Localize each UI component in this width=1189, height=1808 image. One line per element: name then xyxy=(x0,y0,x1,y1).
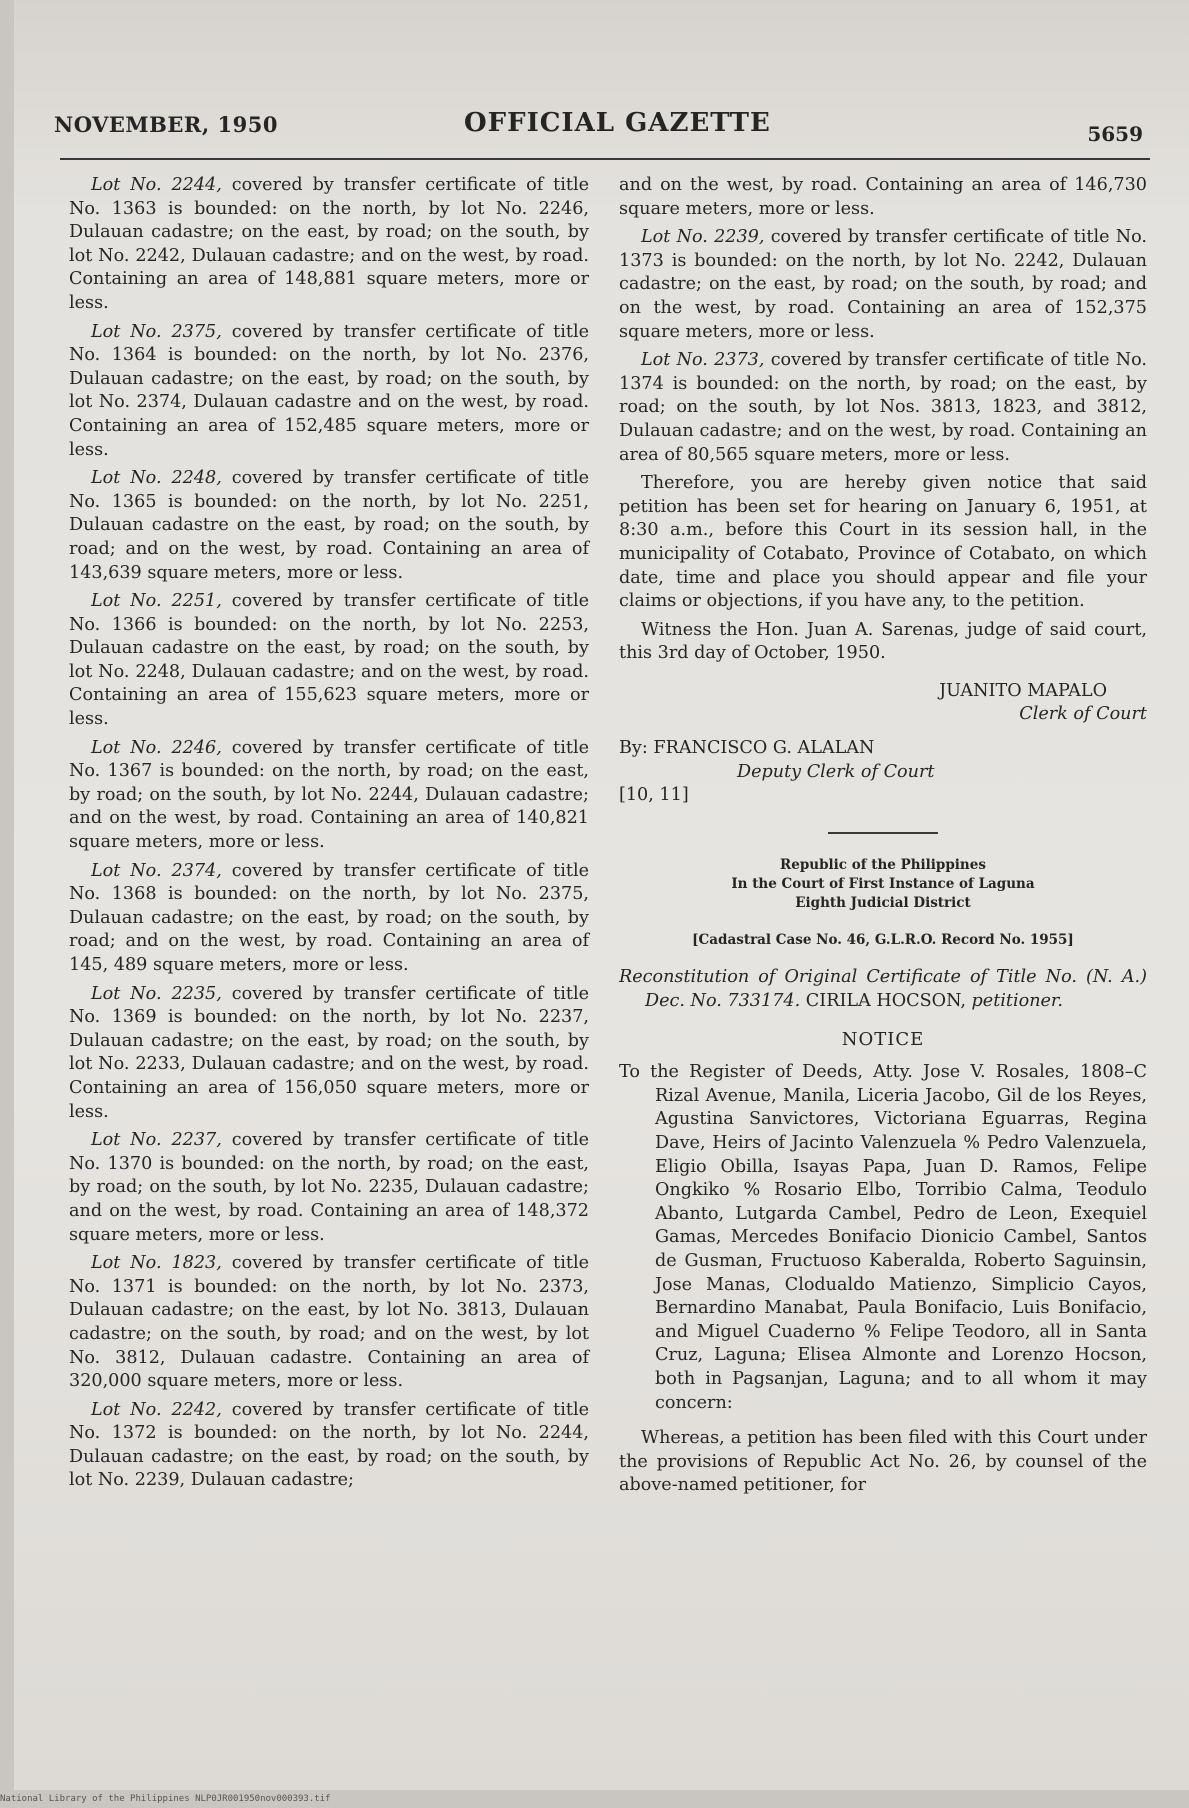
lot-paragraph xyxy=(69,174,589,316)
clerk-title: Clerk of Court xyxy=(1019,704,1147,725)
lot-number: Lot No. 2237, xyxy=(91,1130,222,1151)
lot-description: covered by transfer certificate of title No. 1369 is bounded: on the north, by lot No. 2237, Dulauan cadastre; on the east, by road; on the south, by lot No. 2233, Dulauan cadastre; and on the west, by road. Containing an area of 156,050 square meters, more or less. xyxy=(69,983,589,1122)
lot-paragraph xyxy=(69,860,589,978)
lot-paragraph xyxy=(69,1399,589,1493)
lot-description: covered by transfer certificate of title No. 1374 is bounded: on the north, by road; on the east, by road; on the south, by lot Nos. 3813, 1823, and 3812, Dulauan cadastre; and on the west, by road. Containing an area of 80,565 square meters, more or less. xyxy=(619,350,1147,465)
lot-description: covered by transfer certificate of title No. 1371 is bounded: on the north, by lot No. 2373, Dulauan cadastre; on the east, by lot No. 3813, Dulauan cadastre; on the south, by road; and on the west, by lot No. 3812, Dulauan cadastre. Containing an area of 320,000 square meters, more or less. xyxy=(69,1253,589,1392)
lot-number: Lot No. 2242, xyxy=(91,1399,222,1420)
lot-description: covered by transfer certificate of title No. 1364 is bounded: on the north, by lot No. 2376, Dulauan cadastre; on the east, by road; on the south, by lot No. 2374, Dulauan cadastre and on the west, by road. Containing an area of 152,485 square meters, more or less. xyxy=(69,321,589,460)
lot-description: covered by transfer certificate of title No. 1365 is bounded: on the north, by lot No. 2251, Dulauan cadastre on the east, by road; on the south, by road; and on the west, by road. Containing an area of 143,639 square meters, more or less. xyxy=(69,468,589,583)
lot-description: covered by transfer certificate of title No. 1372 is bounded: on the north, by lot No. 2244, Dulauan cadastre; on the east, by road; on the south, by lot No. 2239, Dulauan cadastre; xyxy=(69,1399,589,1491)
lot-number: Lot No. 2244, xyxy=(91,175,222,195)
lot-number: Lot No. 1823, xyxy=(91,1253,222,1274)
header-date: NOVEMBER, 1950 xyxy=(54,112,278,137)
lot-description: covered by transfer certificate of title No. 1366 is bounded: on the north, by lot No. 2253, Dulauan cadastre on the east, by road; on the south, by lot No. 2248, Dulauan cadastre; and on the west, by road. Containing an area of 155,623 square meters, more or less. xyxy=(69,591,589,730)
right-column xyxy=(619,174,1147,1503)
lot-paragraph xyxy=(69,321,589,463)
issue-reference: [10, 11] xyxy=(619,785,689,806)
section-divider xyxy=(828,832,938,834)
by-label: By: xyxy=(619,738,648,759)
lot-number: Lot No. 2375, xyxy=(91,321,222,342)
clerk-signature xyxy=(619,680,1147,727)
reconstitution-title xyxy=(619,966,1147,1013)
lot-description: covered by transfer certificate of title No. 1363 is bounded: on the north, by lot No. 2246, Dulauan cadastre; on the east, by road; on the south, by lot No. 2242, Dulauan cadastre; and on the west, by road. Containing an area of 148,881 square meters, more or less. xyxy=(69,175,589,313)
lot-paragraph xyxy=(69,737,589,855)
lot-number: Lot No. 2374, xyxy=(91,860,222,881)
lot-paragraph xyxy=(69,1252,589,1394)
lot-description: covered by transfer certificate of title No. 1367 is bounded: on the north, by road; on the east, by road; on the south, by lot No. 2244, Dulauan cadastre; and on the west, by road. Containing an area of 140,821 square meters, more or less. xyxy=(69,737,589,853)
lot-number: Lot No. 2248, xyxy=(91,468,222,489)
gazette-page xyxy=(14,0,1189,1790)
lot-description: covered by transfer certificate of title No. 1368 is bounded: on the north, by lot No. 2375, Dulauan cadastre; on the east, by road; on the south, by road; and on the west, by road. Containing an area of 145, 489 square meters, more or less. xyxy=(69,860,589,975)
scan-footer: National Library of the Philippines NLP0JR001950nov000393.tif xyxy=(0,1794,331,1804)
continued-paragraph: and on the west, by road. Containing an area of 146,730 square meters, more or less. xyxy=(619,175,1147,219)
lot-paragraph xyxy=(69,983,589,1125)
caption-republic: Republic of the Philippines xyxy=(780,856,986,873)
lot-paragraph xyxy=(69,1129,589,1247)
deputy-signature xyxy=(619,737,1147,808)
petitioner-name: CIRILA HOCSON, xyxy=(805,991,966,1012)
lot-description: covered by transfer certificate of title No. 1370 is bounded: on the north, by road; on the east, by road; on the south, by lot No. 2235, Dulauan cadastre; and on the west, by road. Containing an area of 148,372 square meters, more or less. xyxy=(69,1130,589,1245)
caption-district: Eighth Judicial District xyxy=(795,894,971,911)
witness-paragraph: Witness the Hon. Juan A. Sarenas, judge of said court, this 3rd day of October, 1950. xyxy=(619,619,1147,664)
deputy-title: Deputy Clerk of Court xyxy=(737,761,935,782)
notice-heading: NOTICE xyxy=(841,1028,925,1050)
lot-number: Lot No. 2373, xyxy=(641,350,765,371)
header-rule xyxy=(60,158,1150,160)
clerk-name: JUANITO MAPALO xyxy=(939,680,1107,701)
whereas-paragraph: Whereas, a petition has been filed with this Court under the provisions of Republic Act No. 26, by counsel of the above-named petitioner, for xyxy=(619,1428,1147,1496)
lot-description: covered by transfer certificate of title No. 1373 is bounded: on the north, by lot No. 2242, Dulauan cadastre; on the east, by road; on the south, by road; and on the west, by road. Containing an area of 152,375 square meters, more or less. xyxy=(619,227,1147,342)
lot-paragraph xyxy=(69,590,589,732)
petitioner-role: petitioner. xyxy=(971,991,1064,1012)
lot-number: Lot No. 2235, xyxy=(91,983,222,1004)
page-header xyxy=(54,110,1169,150)
lot-number: Lot No. 2239, xyxy=(641,227,765,248)
lot-number: Lot No. 2251, xyxy=(91,591,222,612)
addressees-paragraph: To the Register of Deeds, Atty. Jose V. Rosales, 1808–C Rizal Avenue, Manila, Liceria Jacobo, Gil de los Reyes, Agustina Sanvictores, Victoriana Eguarras, Regina Dave, Heirs of Jacinto Valenzuela % Pedro Valenzuela, Eligio Obilla, Isayas Papa, Juan D. Ramos, Felipe Ongkiko % Rosario Elbo, Torribio Calma, Teodulo Abanto, Lutgarda Cambel, Pedro de Leon, Exequiel Gamas, Mercedes Bonifacio Dionicio Cambel, Santos de Gusman, Fructuoso Kaberalda, Roberto Saguinsin, Jose Manas, Clodualdo Matienzo, Simplicio Cayos, Bernardino Manabat, Paula Bonifacio, Luis Bonifacio, and Miguel Cuaderno % Felipe Teodoro, all in Santa Cruz, Laguna; Elisea Almonte and Lorenzo Hocson, both in Pagsanjan, Laguna; and to all whom it may concern: xyxy=(619,1062,1147,1413)
lot-number: Lot No. 2246, xyxy=(91,737,222,758)
deputy-name: FRANCISCO G. ALALAN xyxy=(653,738,875,759)
case-number: [Cadastral Case No. 46, G.L.R.O. Record No. 1955] xyxy=(692,931,1074,948)
header-publication-title: OFFICIAL GAZETTE xyxy=(464,108,771,138)
therefore-paragraph: Therefore, you are hereby given notice that said petition has been set for hearing on January 6, 1951, at 8:30 a.m., before this Court in its session hall, in the municipality of Cotabato, Province of Cotabato, on which date, time and place you should appear and file your claims or objections, if you have any, to the petition. xyxy=(619,473,1147,612)
header-page-number: 5659 xyxy=(1087,122,1143,146)
recon-title-text: Reconstitution of Original Certificate of Title No. (N. A.) Dec. No. 733174. xyxy=(619,967,1147,1012)
lot-paragraph xyxy=(619,226,1147,344)
lot-paragraph xyxy=(69,467,589,585)
left-column xyxy=(69,174,589,1498)
lot-paragraph xyxy=(619,349,1147,467)
caption-court: In the Court of First Instance of Laguna xyxy=(731,875,1035,892)
court-caption xyxy=(619,856,1147,913)
